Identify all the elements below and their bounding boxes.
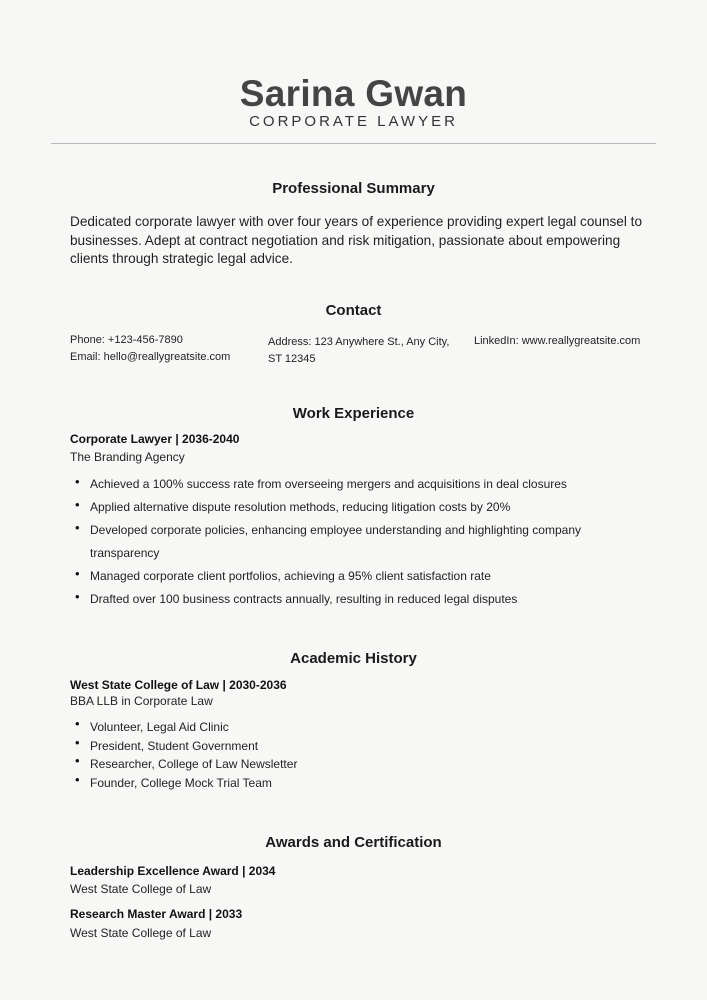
list-item: • Achieved a 100% success rate from overseeing mergers and acquisitions in deal closures	[70, 473, 630, 496]
academic-bullet-list	[70, 718, 630, 792]
list-item: • Researcher, College of Law Newsletter	[70, 755, 630, 774]
award-organization: West State College of Law	[70, 882, 212, 896]
contact-address-line1: Address: 123 Anywhere St., Any City,	[268, 336, 450, 348]
academic-school-title: West State College of Law | 2030-2036	[70, 678, 287, 692]
job-title: CORPORATE LAWYER	[249, 113, 458, 130]
contact-email: Email: hello@reallygreatsite.com	[70, 350, 231, 363]
summary-text: Dedicated corporate lawyer with over four years of experience providing expert legal counsel to businesses. Adept at contract negotiation and risk mitigation, passionate about empowering clients through strategic legal advice.	[70, 214, 642, 266]
work-heading: Work Experience	[292, 405, 415, 422]
contact-column-middle	[268, 334, 449, 367]
summary-heading: Professional Summary	[272, 180, 435, 197]
academic-heading: Academic History	[290, 650, 417, 667]
work-position-title: Corporate Lawyer | 2036-2040	[70, 432, 240, 446]
contact-column-left	[70, 332, 230, 365]
work-bullet-list	[70, 473, 630, 611]
list-item: • President, Student Government	[70, 737, 630, 756]
contact-address-line2: ST 12345	[268, 352, 316, 365]
work-company: The Branding Agency	[70, 450, 185, 464]
list-item: • Managed corporate client portfolios, achieving a 95% client satisfaction rate	[70, 565, 630, 588]
awards-heading: Awards and Certification	[265, 834, 442, 851]
contact-column-right	[474, 333, 640, 350]
academic-degree: BBA LLB in Corporate Law	[70, 694, 213, 708]
list-item: • Volunteer, Legal Aid Clinic	[70, 718, 630, 737]
award-organization: West State College of Law	[70, 926, 212, 940]
contact-linkedin: LinkedIn: www.reallygreatsite.com	[474, 335, 641, 347]
contact-heading: Contact	[325, 302, 382, 319]
list-item: • Founder, College Mock Trial Team	[70, 774, 630, 793]
candidate-name: Sarina Gwan	[239, 73, 468, 114]
list-item: • Drafted over 100 business contracts annually, resulting in reduced legal disputes	[70, 588, 630, 611]
list-item: • Applied alternative dispute resolution methods, reducing litigation costs by 20%	[70, 496, 630, 519]
award-title: Leadership Excellence Award | 2034	[70, 864, 276, 878]
contact-phone: Phone: +123-456-7890	[70, 334, 183, 346]
award-title: Research Master Award | 2033	[70, 907, 243, 921]
list-item: • Developed corporate policies, enhancing employee understanding and highlighting company transparency	[70, 519, 590, 565]
header-divider	[51, 143, 656, 144]
